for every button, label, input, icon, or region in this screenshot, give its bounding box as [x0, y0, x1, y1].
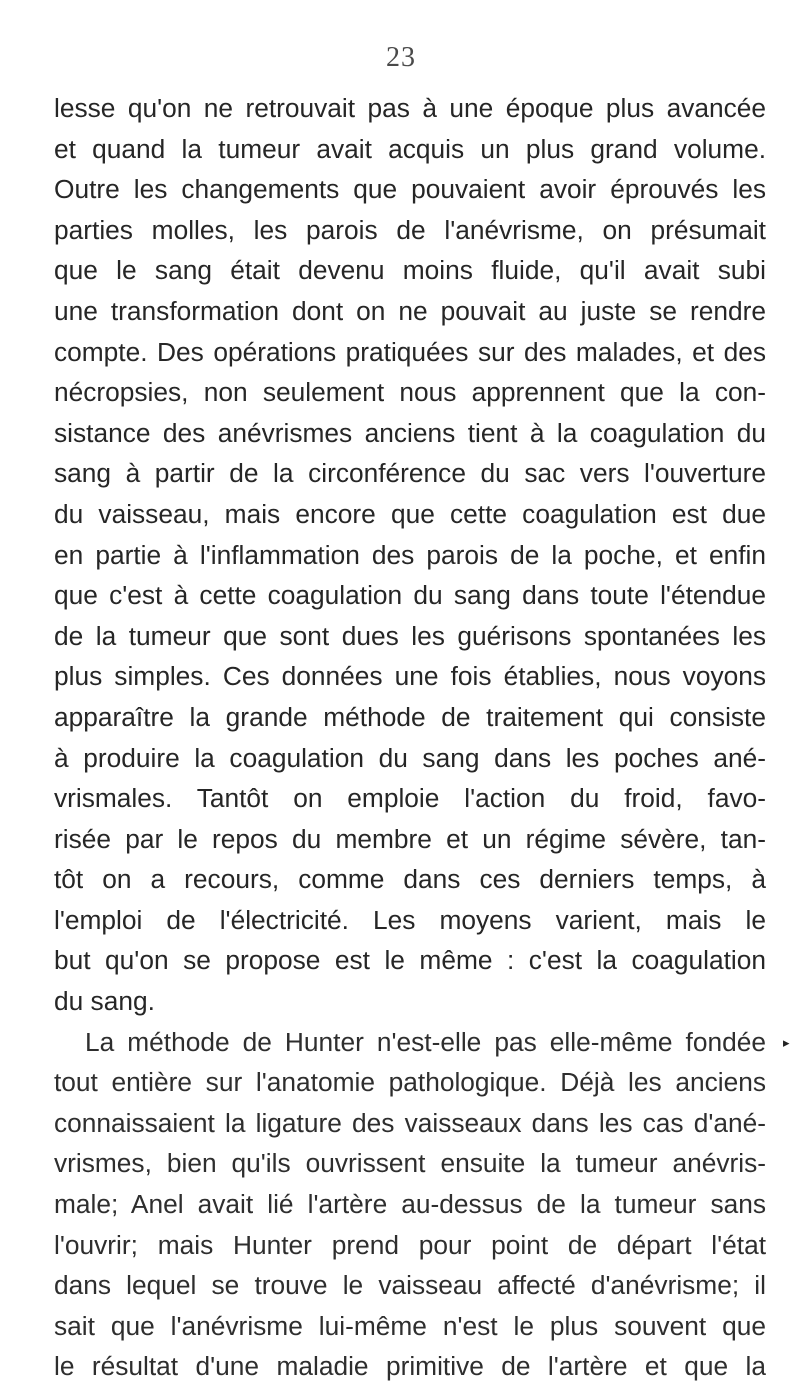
- text-line: de la tumeur que sont dues les guérisons spontanées les: [54, 620, 766, 651]
- text-line: apparaître la grande méthode de traitement qui consiste: [54, 701, 766, 732]
- text-line: tout entière sur l'anatomie pathologique. Déjà les anciens: [54, 1067, 766, 1098]
- text-line: parties molles, les parois de l'anévrisme, on présumait: [54, 214, 766, 245]
- paragraph-2: [54, 1022, 766, 1387]
- text-line: Outre les changements que pouvaient avoir éprouvés les: [54, 174, 766, 205]
- text-line: que le sang était devenu moins fluide, qu'il avait subi: [54, 255, 766, 286]
- text-line: connaissaient la ligature des vaisseaux dans les cas d'ané-: [54, 1107, 766, 1138]
- text-line: du vaisseau, mais encore que cette coagulation est due: [54, 498, 766, 529]
- text-line: l'emploi de l'électricité. Les moyens varient, mais le: [54, 904, 766, 935]
- text-line: le résultat d'une maladie primitive de l'artère et que la: [54, 1351, 766, 1382]
- margin-marker: ▸: [783, 1036, 790, 1051]
- text-line: à produire la coagulation du sang dans les poches ané-: [54, 742, 766, 773]
- text-line: plus simples. Ces données une fois établies, nous voyons: [54, 661, 766, 692]
- text-line: lesse qu'on ne retrouvait pas à une époque plus avancée: [54, 93, 766, 123]
- paragraph-1: [54, 88, 766, 1022]
- text-line: du sang.: [54, 986, 155, 1017]
- text-line: but qu'on se propose est le même : c'est la coagulation: [54, 945, 766, 976]
- text-line: en partie à l'inflammation des parois de la poche, et enfin: [54, 539, 766, 570]
- page-edge: [0, 0, 3, 1370]
- text-line: que c'est à cette coagulation du sang dans toute l'étendue: [54, 580, 766, 611]
- text-line: La méthode de Hunter n'est-elle pas elle-même fondée: [85, 1026, 766, 1057]
- text-line: et quand la tumeur avait acquis un plus grand volume.: [54, 133, 766, 164]
- text-line: compte. Des opérations pratiquées sur des malades, et des: [54, 336, 766, 367]
- text-line: risée par le repos du membre et un régime sévère, tan-: [54, 823, 766, 854]
- text-line: nécropsies, non seulement nous apprennent que la con-: [54, 377, 766, 408]
- text-line: dans lequel se trouve le vaisseau affecté d'anévrisme; il: [54, 1270, 766, 1301]
- text-line: male; Anel avait lié l'artère au-dessus de la tumeur sans: [54, 1189, 766, 1220]
- text-line: l'ouvrir; mais Hunter prend pour point de départ l'état: [54, 1229, 766, 1260]
- text-line: sang à partir de la circonférence du sac vers l'ouverture: [54, 458, 766, 489]
- page-number: 23: [386, 42, 416, 73]
- text-line: sait que l'anévrisme lui-même n'est le plus souvent que: [54, 1310, 766, 1341]
- text-line: sistance des anévrismes anciens tient à la coagulation du: [54, 417, 766, 448]
- text-line: tôt on a recours, comme dans ces derniers temps, à: [54, 864, 766, 895]
- text-line: une transformation dont on ne pouvait au juste se rendre: [54, 295, 766, 326]
- text-line: vrismales. Tantôt on emploie l'action du froid, favo-: [54, 783, 766, 814]
- body-text: [54, 88, 766, 1387]
- text-line: vrismes, bien qu'ils ouvrissent ensuite la tumeur anévris-: [54, 1148, 766, 1179]
